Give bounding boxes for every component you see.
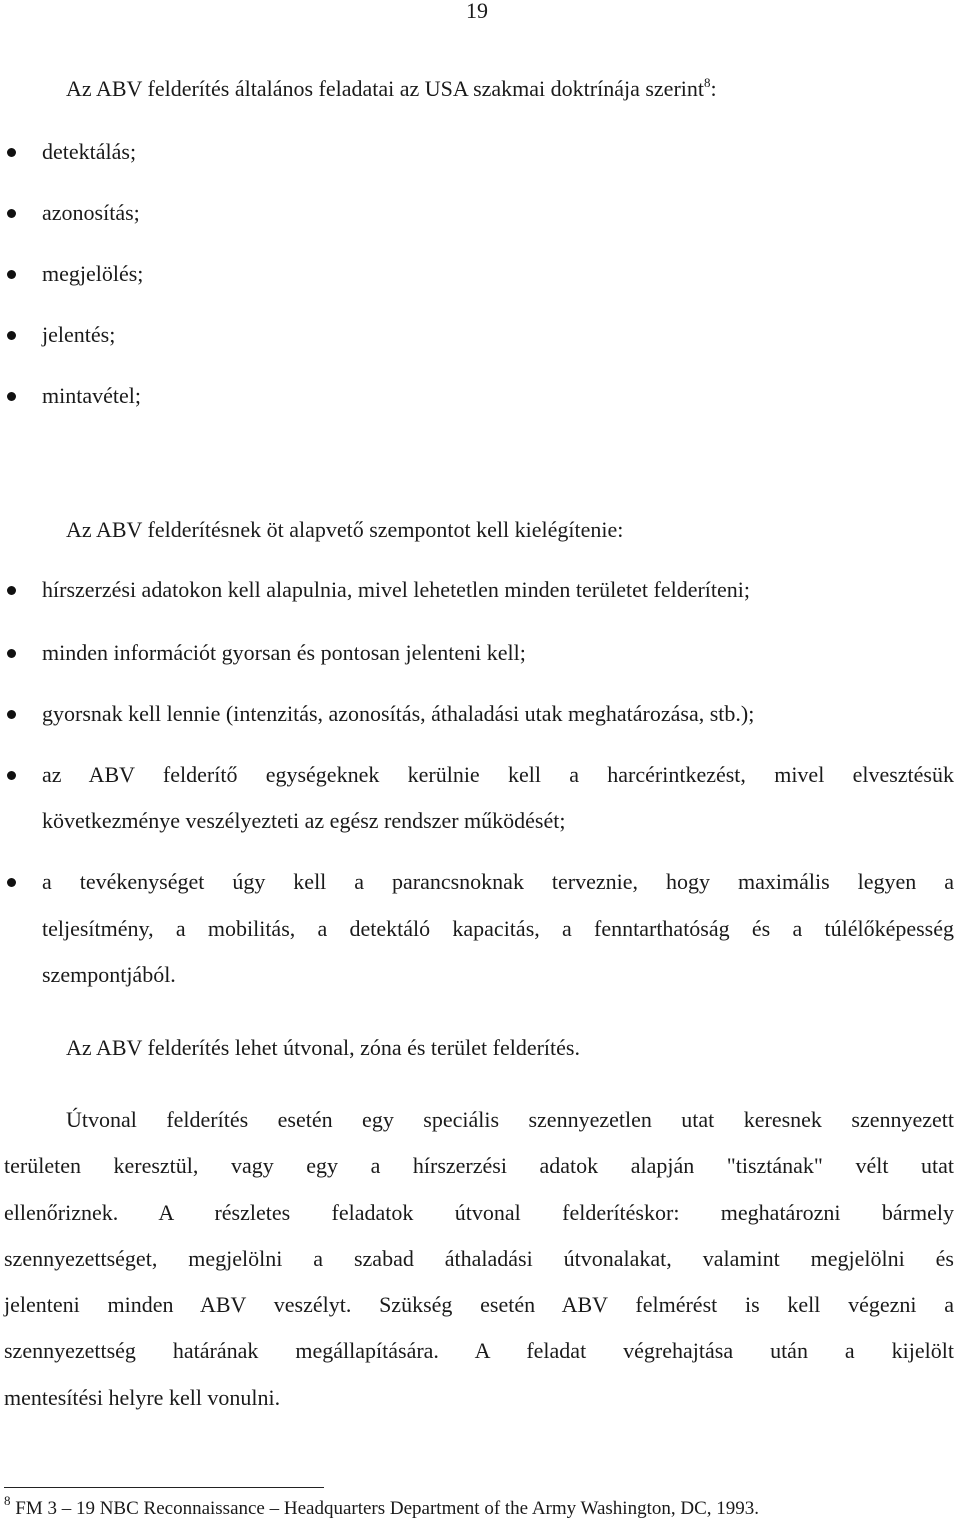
paragraph-line: szennyezettséget, megjelölni a szabad áthaladási útvonalakat, valamint megjelölni és [4, 1246, 954, 1271]
section1-intro-tail: : [710, 76, 717, 101]
list-item: azonosítás; [42, 200, 140, 225]
bullet-icon [7, 649, 16, 658]
list-item-line: az ABV felderítő egységeknek kerülnie kell a harcérintkezést, mivel elvesztésük [42, 762, 954, 787]
bullet-icon [7, 710, 16, 719]
list-item: jelentés; [42, 322, 116, 347]
list-item: detektálás; [42, 139, 137, 164]
bullet-icon [7, 586, 16, 595]
list-item: hírszerzési adatokon kell alapulnia, mivel lehetetlen minden területet felderíteni; [42, 577, 750, 602]
bullet-icon [7, 392, 16, 401]
footnote-text: FM 3 – 19 NBC Reconnaissance – Headquarters Department of the Army Washington, DC, 1993. [10, 1498, 759, 1519]
page-number: 19 [466, 0, 488, 23]
list-item-line: teljesítmény, a mobilitás, a detektáló kapacitás, a fenntarthatóság és a túlélőképesség [42, 916, 954, 941]
section2-intro: Az ABV felderítésnek öt alapvető szempontot kell kielégítenie: [66, 517, 624, 542]
footnote-mark: 8 [4, 1493, 11, 1508]
section1-intro-text: Az ABV felderítés általános feladatai az USA szakmai doktrínája szerint [66, 76, 704, 101]
paragraph-line: területen keresztül, vagy egy a hírszerzési adatok alapján "tisztának" vélt utat [4, 1153, 954, 1178]
paragraph-line: jelenteni minden ABV veszélyt. Szükség esetén ABV felmérést is kell végezni a [4, 1292, 954, 1317]
bullet-icon [7, 209, 16, 218]
list-item-line: a tevékenységet úgy kell a parancsnoknak terveznie, hogy maximális legyen a [42, 869, 954, 894]
paragraph-line: mentesítési helyre kell vonulni. [4, 1385, 281, 1410]
paragraph-line: Útvonal felderítés esetén egy speciális szennyezetlen utat keresnek szennyezett [66, 1107, 954, 1132]
list-item: minden információt gyorsan és pontosan jelenteni kell; [42, 640, 526, 665]
list-item-line: szempontjából. [42, 962, 176, 987]
list-item-line: következménye veszélyezteti az egész rendszer működését; [42, 808, 566, 833]
footnote [4, 1493, 759, 1521]
bullet-icon [7, 331, 16, 340]
list-item: mintavétel; [42, 383, 141, 408]
bullet-icon [7, 771, 16, 780]
paragraph-line: ellenőriznek. A részletes feladatok útvonal felderítéskor: meghatározni bármely [4, 1200, 954, 1225]
footnote-reference: 8 [704, 75, 711, 90]
bullet-icon [7, 148, 16, 157]
paragraph-line: szennyezettség határának megállapítására. A feladat végrehajtása után a kijelölt [4, 1338, 954, 1363]
list-item: megjelölés; [42, 261, 144, 286]
section1-intro [66, 76, 717, 102]
list-item: gyorsnak kell lennie (intenzitás, azonosítás, áthaladási utak meghatározása, stb.); [42, 701, 755, 726]
bullet-icon [7, 878, 16, 887]
bullet-icon [7, 270, 16, 279]
footnote-separator [4, 1487, 324, 1488]
paragraph-route-zone-area: Az ABV felderítés lehet útvonal, zóna és terület felderítés. [66, 1035, 580, 1060]
